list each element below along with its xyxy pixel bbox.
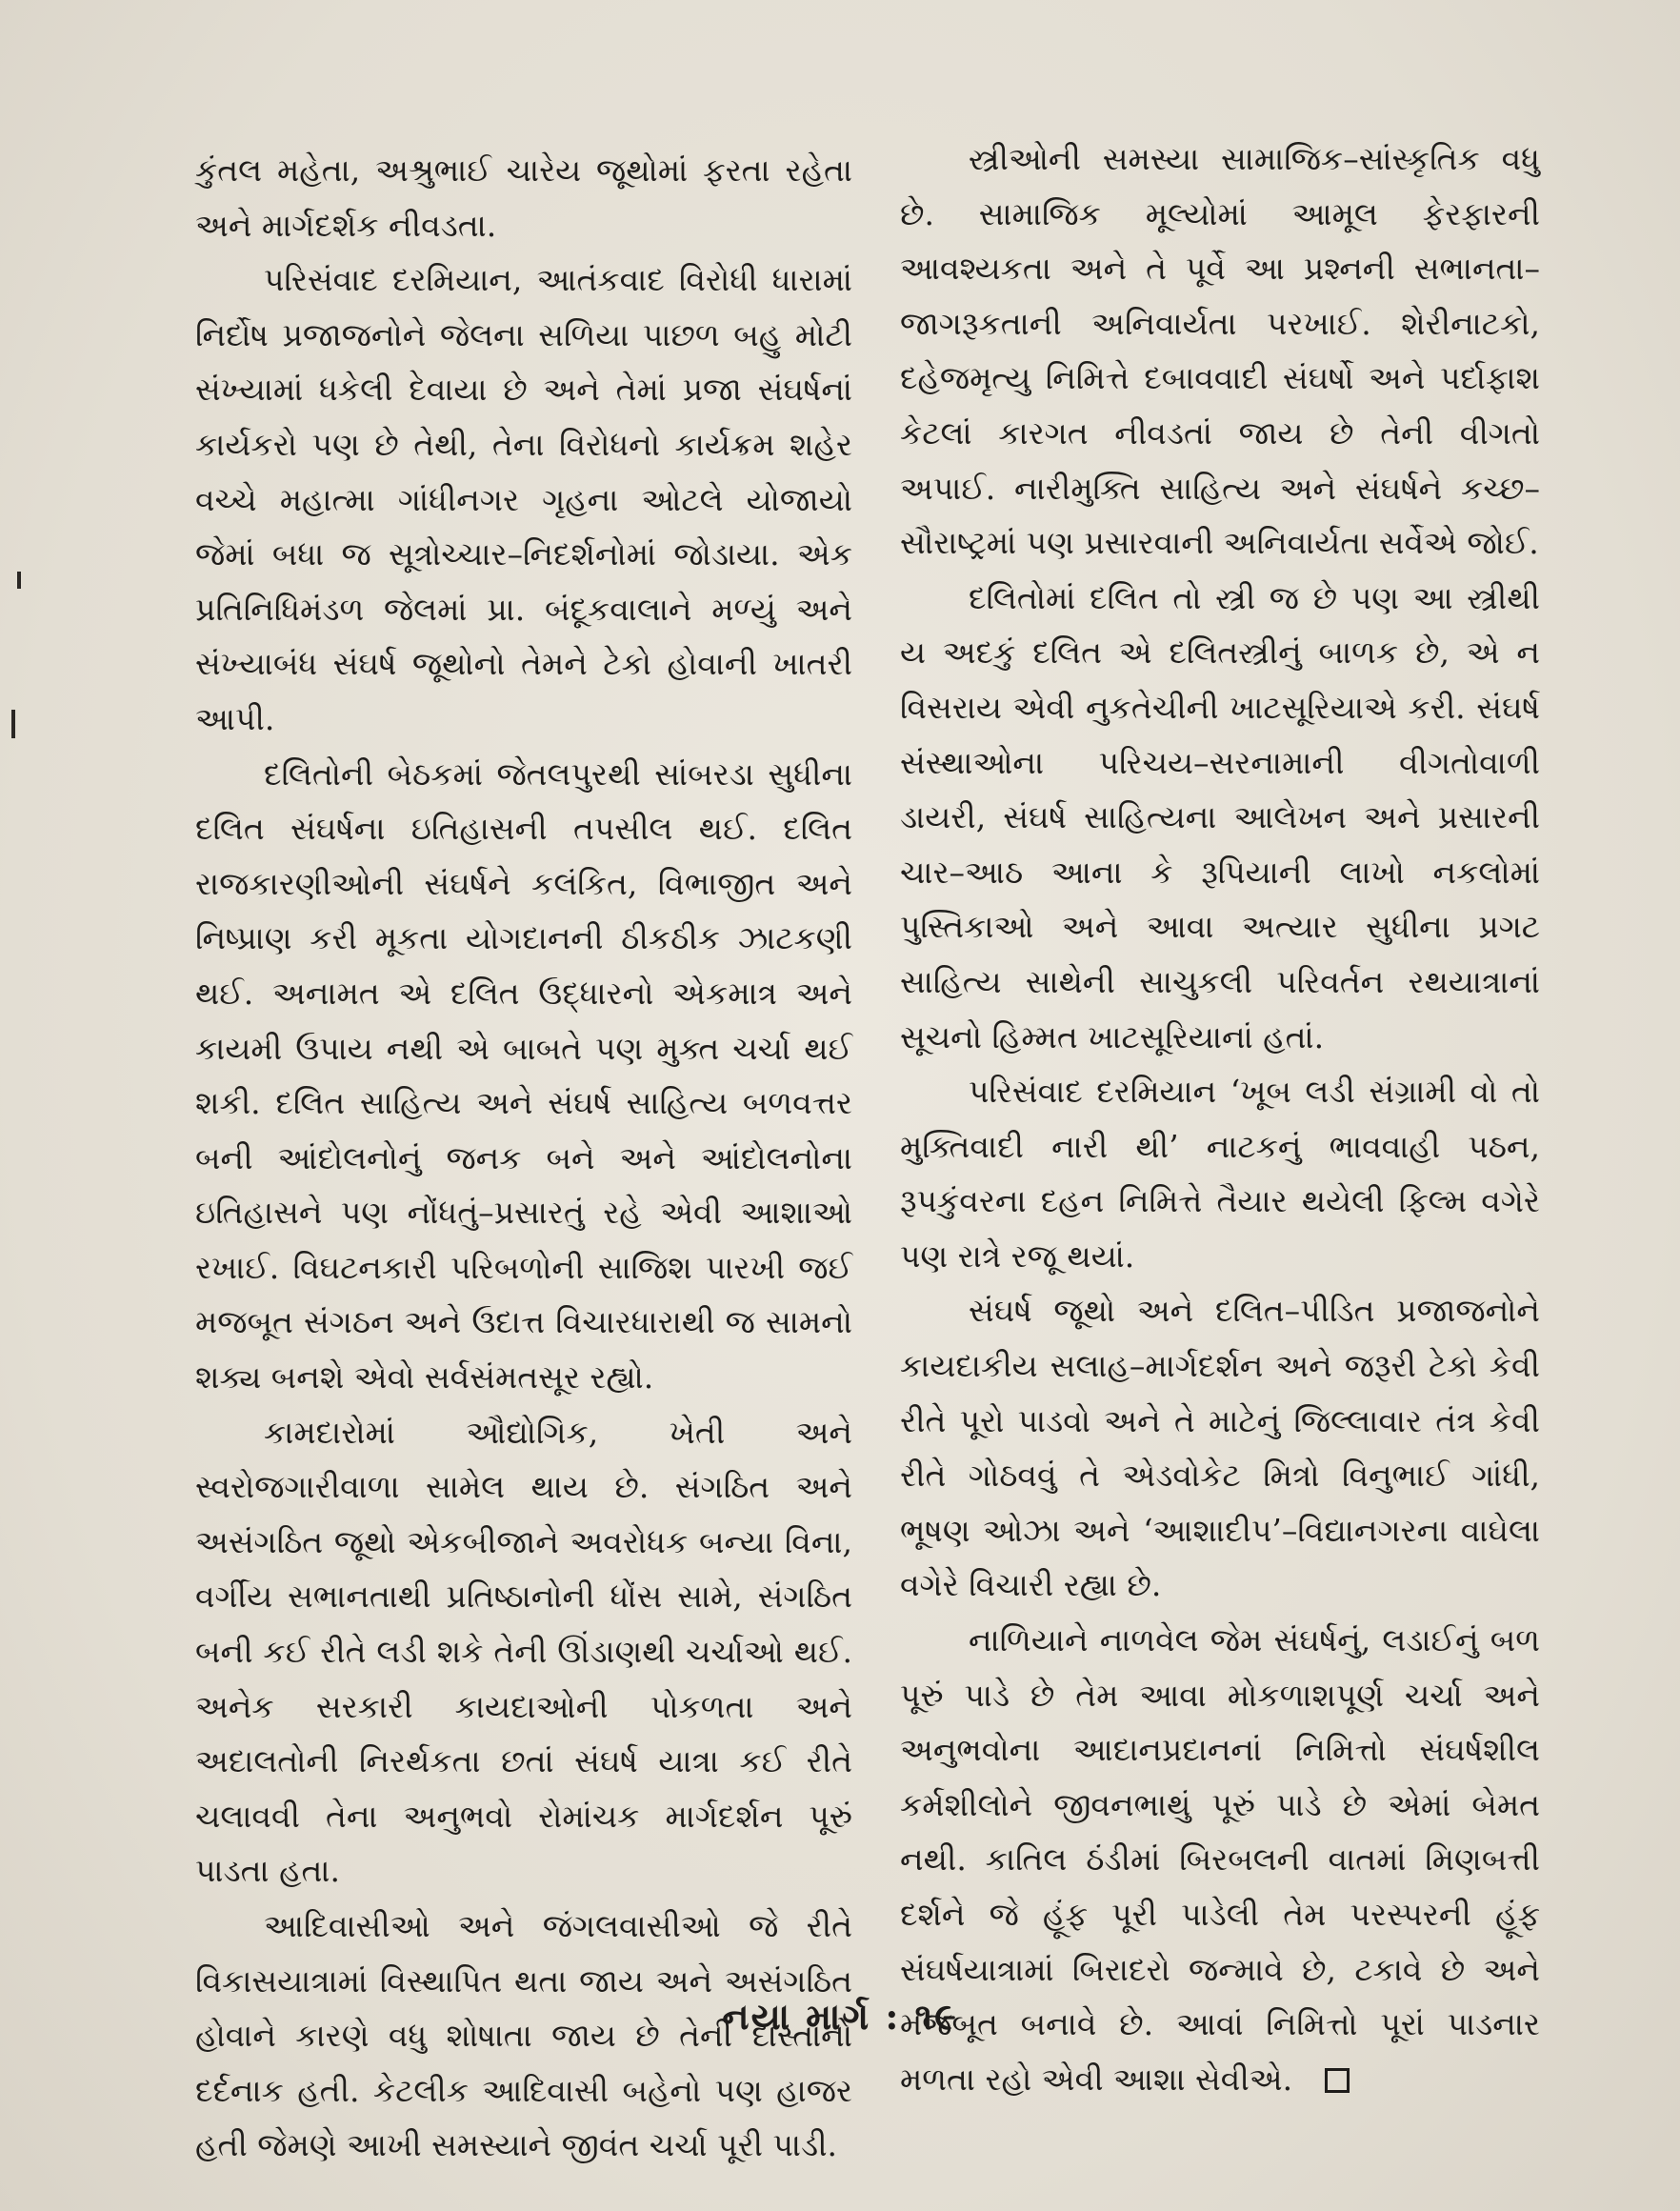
left-column xyxy=(195,143,852,2173)
paragraph: સ્ત્રીઓની સમસ્યા સામાજિક–સાંસ્કૃતિક વધુ છે. સામાજિક મૂલ્યોમાં આમૂલ ફેરફારની આવશ્યકતા અને તે પૂર્વે આ પ્રશ્નની સભાનતા–જાગરૂકતાની અનિવાર્યતા પરખાઈ. શેરીનાટકો, દહેજમૃત્યુ નિમિત્તે દબાવવાદી સંઘર્ષો અને પર્દાફાશ કેટલાં કારગત નીવડતાં જાય છે તેની વીગતો અપાઈ. નારીમુક્તિ સાહિત્ય અને સંઘર્ષને કચ્છ–સૌરાષ્ટ્રમાં પણ પ્રસારવાની અનિવાર્યતા સર્વેએ જોઈ. xyxy=(900,140,1540,562)
margin-mark xyxy=(17,572,21,589)
paragraph: કુંતલ મહેતા, અશ્રુભાઈ ચારેય જૂથોમાં ફરતા રહેતા અને માર્ગદર્શક નીવડતા. xyxy=(195,151,852,244)
paragraph: દલિતોમાં દલિત તો સ્ત્રી જ છે પણ આ સ્ત્રીથી ય અદકું દલિત એ દલિતસ્ત્રીનું બાળક છે, એ ન વિસરાય એવી નુકતેચીની ખાટસૂરિયાએ કરી. સંઘર્ષ સંસ્થાઓના પરિચય–સરનામાની વીગતોવાળી ડાયરી, સંઘર્ષ સાહિત્યના આલેખન અને પ્રસારની ચાર–આઠ આના કે રૂપિયાની લાખો નકલોમાં પુસ્તિકાઓ અને આવા અત્યાર સુધીના પ્રગટ સાહિત્ય સાથેની સાચુકલી પરિવર્તન રથયાત્રાનાં સૂચનો હિમ્મત ખાટસૂરિયાનાં હતાં. xyxy=(900,578,1540,1055)
paragraph: સંઘર્ષ જૂથો અને દલિત–પીડિત પ્રજાજનોને કાયદાકીય સલાહ–માર્ગદર્શન અને જરૂરી ટેકો કેવી રીતે પૂરો પાડવો અને તે માટેનું જિલ્લાવાર તંત્ર કેવી રીતે ગોઠવવું તે એડવોકેટ મિત્રો વિનુભાઈ ગાંધી, ભૂષણ ઓઝા અને ‘આશાદીપ’–વિદ્યાનગરના વાઘેલા વગેરે વિચારી રહ્યા છે. xyxy=(900,1292,1540,1604)
paragraph: દલિતોની બેઠકમાં જેતલપુરથી સાંબરડા સુધીના દલિત સંઘર્ષના ઇતિહાસની તપસીલ થઈ. દલિત રાજકારણીઓની સંઘર્ષને કલંકિત, વિભાજીત અને નિષ્પ્રાણ કરી મૂકતા યોગદાનની ઠીકઠીક ઝાટકણી થઈ. અનામત એ દલિત ઉદ્ધારનો એકમાત્ર અને કાયમી ઉપાય નથી એ બાબતે પણ મુક્ત ચર્ચા થઈ શકી. દલિત સાહિત્ય અને સંઘર્ષ સાહિત્ય બળવત્તર બની આંદોલનોનું જનક બને અને આંદોલનોના ઇતિહાસને પણ નોંધતું–પ્રસારતું રહે એવી આશાઓ રખાઈ. વિઘટનકારી પરિબળોની સાજિશ પારખી જઈ મજબૂત સંગઠન અને ઉદાત્ત વિચારધારાથી જ સામનો શક્ય બનશે એવો સર્વસંમતસૂર રહ્યો. xyxy=(195,754,852,1397)
paragraph: આદિવાસીઓ અને જંગલવાસીઓ જે રીતે વિકાસયાત્રામાં વિસ્થાપિત થતા જાય અને અસંગઠિત હોવાને કારણે વધુ શોષાતા જાય છે તેની દાસ્તાનો દર્દનાક હતી. કેટલીક આદિવાસી બહેનો પણ હાજર હતી જેમણે આખી સમસ્યાને જીવંત ચર્ચા પૂરી પાડી. xyxy=(195,1907,852,2164)
paragraph: કામદારોમાં ઔદ્યોગિક, ખેતી અને સ્વરોજગારીવાળા સામેલ થાય છે. સંગઠિત અને અસંગઠિત જૂથો એકબીજાને અવરોધક બન્યા વિના, વર્ગીય સભાનતાથી પ્રતિષ્ઠાનોની ધોંસ સામે, સંગઠિત બની કઈ રીતે લડી શકે તેની ઊંડાણથી ચર્ચાઓ થઈ. અનેક સરકારી કાયદાઓની પોકળતા અને અદાલતોની નિરર્થકતા છતાં સંઘર્ષ યાત્રા કઈ રીતે ચલાવવી તેના અનુભવો રોમાંચક માર્ગદર્શન પૂરું પાડતા હતા. xyxy=(195,1413,852,1890)
margin-mark xyxy=(11,710,15,738)
paragraph-text: નાળિયાને નાળવેલ જેમ સંઘર્ષનું, લડાઈનું બળ પૂરું પાડે છે તેમ આવા મોકળાશપૂર્ણ ચર્ચા અને અનુભવોના આદાનપ્રદાનનાં નિમિત્તો સંઘર્ષશીલ કર્મશીલોને જીવનભાથું પૂરું પાડે છે એમાં બેમત નથી. કાતિલ ઠંડીમાં બિરબલની વાતમાં મિણબત્તી દર્શને જે હૂંફ પૂરી પાડેલી તેમ પરસ્પરની હૂંફ સંઘર્ષયાત્રામાં બિરાદરો જન્માવે છે, ટકાવે છે અને મજબૂત બનાવે છે. આવાં નિમિત્તો પૂરાં પાડનાર મળતા રહો એવી આશા સેવીએ. xyxy=(900,1621,1540,2098)
paragraph: પરિસંવાદ દરમિયાન, આતંકવાદ વિરોધી ધારામાં નિર્દોષ પ્રજાજનોને જેલના સળિયા પાછળ બહુ મોટી સંખ્યામાં ધકેલી દેવાયા છે અને તેમાં પ્રજા સંઘર્ષનાં કાર્યકરો પણ છે તેથી, તેના વિરોધનો કાર્યક્રમ શહેર વચ્ચે મહાત્મા ગાંધીનગર ગૃહના ઓટલે યોજાયો જેમાં બધા જ સૂત્રોચ્ચાર–નિદર્શનોમાં જોડાયા. એક પ્રતિનિધિમંડળ જેલમાં પ્રા. બંદૂકવાલાને મળ્યું અને સંખ્યાબંધ સંઘર્ષ જૂથોનો તેમને ટેકો હોવાની ખાતરી આપી. xyxy=(195,261,852,737)
end-of-article-box-icon xyxy=(1325,2068,1350,2093)
page-footer: નયા માર્ગ : ૧૯ xyxy=(722,1995,958,2038)
paragraph: પરિસંવાદ દરમિયાન ‘ખૂબ લડી સંગ્રામી વો તો મુક્તિવાદી નારી થી’ નાટકનું ભાવવાહી પઠન, રૂપકુંવરના દહન નિમિત્તે તૈયાર થયેલી ફિલ્મ વગેરે પણ રાત્રે રજૂ થયાં. xyxy=(900,1073,1540,1275)
right-column xyxy=(900,131,1540,2106)
